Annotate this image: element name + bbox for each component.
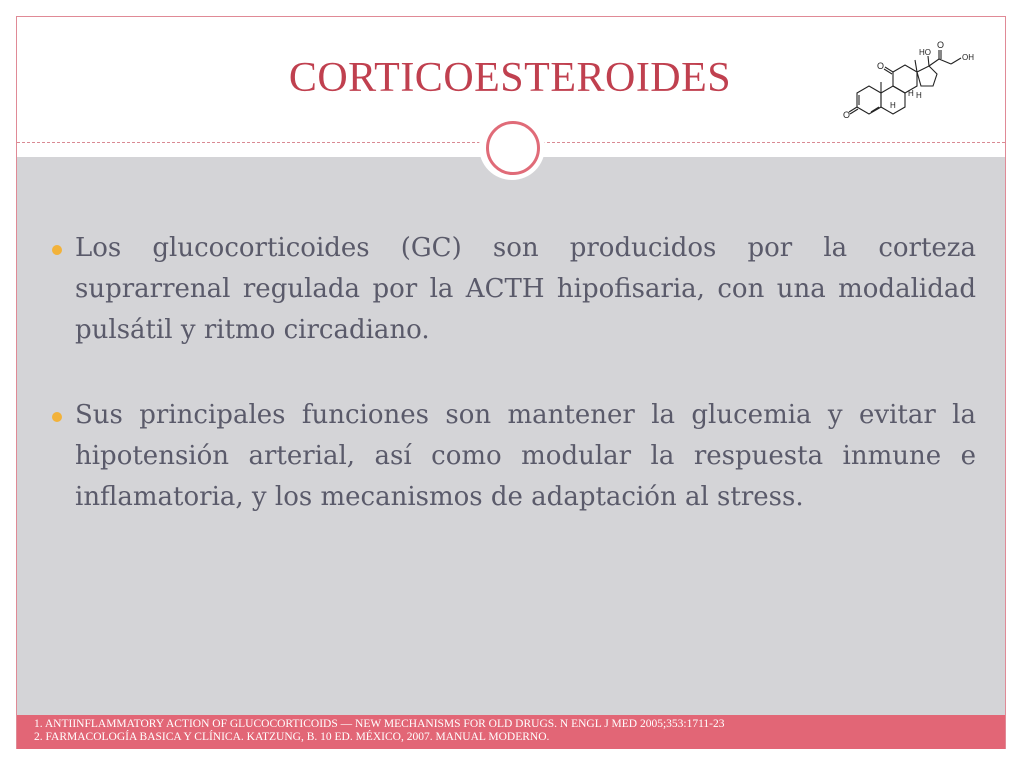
bullet-text: Los glucocorticoides (GC) son producidos por la corteza suprarrenal regulada por la ACTH hipofisaria, con una modalidad pulsátil y ritmo circadiano. (75, 233, 976, 345)
molecule-label: H (890, 101, 896, 110)
molecule-label: HO (919, 48, 931, 57)
bullet-text: Sus principales funciones son mantener la glucemia y evitar la hipotensión arterial, así como modular la respuesta inmune e inflamatoria, y los mecanismos de adaptación al stress. (75, 400, 976, 512)
bullet-item (52, 228, 976, 351)
bullet-dot-icon (52, 245, 62, 255)
corticosteroid-structure-image (835, 38, 990, 133)
molecule-label: O (937, 40, 945, 50)
molecule-label: O (877, 61, 885, 71)
reference-item: 1. ANTIINFLAMMATORY ACTION OF GLUCOCORTICOIDS — NEW MECHANISMS FOR OLD DRUGS. N ENGL J MED 2005;353:1711-23 (34, 718, 725, 730)
bullet-dot-icon (52, 412, 62, 422)
molecule-label: O (843, 110, 851, 120)
molecule-label: H (916, 91, 922, 100)
references-footer (17, 715, 1005, 749)
bullet-item (52, 395, 976, 518)
reference-item: 2. FARMACOLOGÍA BASICA Y CLÍNICA. KATZUNG, B. 10 ED. MÉXICO, 2007. MANUAL MODERNO. (34, 731, 550, 743)
slide-title: CORTICOESTEROIDES (288, 55, 732, 101)
decorative-ring-icon (486, 121, 540, 175)
molecule-label: H (908, 89, 914, 98)
molecule-label: OH (962, 53, 974, 62)
bullet-list (52, 228, 976, 562)
